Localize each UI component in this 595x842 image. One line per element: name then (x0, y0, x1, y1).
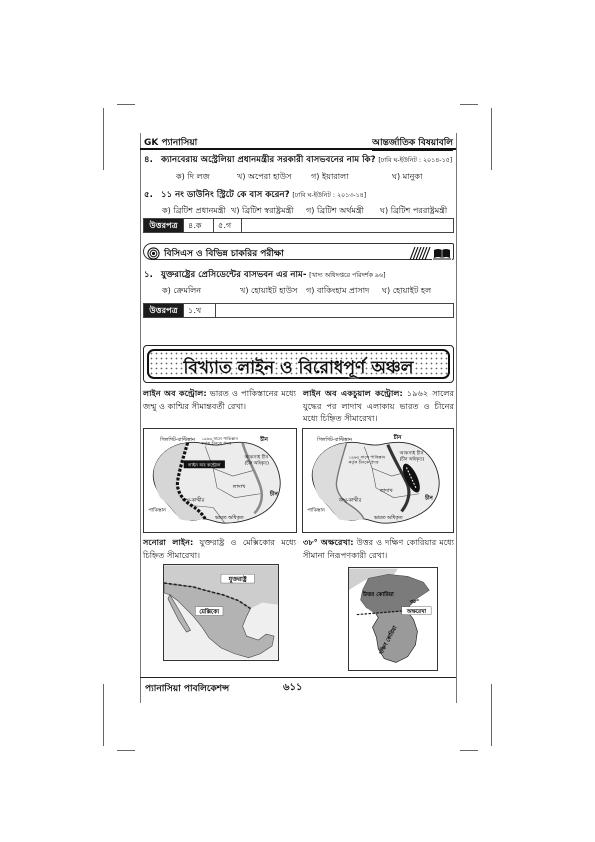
map-label-ceded: ১৯৬৩ সালে পাকিস্তান (201, 435, 238, 441)
book-icon (408, 245, 452, 264)
map-label-gilgit: গিলগিট-বাল্টিস্তান (160, 436, 195, 443)
option-c: গ) ব্রিটিশ অর্থমন্ত্রী (306, 205, 364, 215)
map-label-china: চীন (270, 491, 278, 498)
section-title: বিসিএস ও বিভিন্ন চাকরির পরীক্ষা (164, 249, 284, 259)
map-label-aksai-note: (চীন অধিকৃত) (244, 461, 269, 467)
term-name: ৩৮° অক্ষরেখা: (303, 537, 354, 547)
map-label-degree: ৩৮° (409, 598, 420, 605)
map-label-pakistan: পাকিস্তান (148, 507, 166, 514)
option-a: ক) ব্রিটিশ প্রধানমন্ত্রী (162, 205, 226, 215)
options-row (0, 171, 595, 183)
option-c: গ) বাকিংহাম প্রাসাদ (306, 285, 370, 295)
question-4 (144, 153, 454, 167)
answer-cell: ৫.গ (213, 218, 242, 233)
running-header-chapter: আন্তর্জাতিক বিষয়াবলি (372, 135, 453, 151)
map-label-gilgit: গিলগিট-বাল্টিস্তান (317, 436, 352, 443)
question-source: [খাদ্য অধিদপ্তরে পরিদর্শক ৯৬] (309, 272, 386, 279)
answer-cell-empty (215, 303, 454, 318)
answer-label: উত্তরপত্র (143, 218, 184, 233)
option-a: ক) ক্রেমলিন (162, 285, 202, 295)
term-name: সনোরা লাইন: (143, 537, 194, 547)
question-5 (144, 188, 454, 202)
map-label-pakistan: পাকিস্তান (307, 507, 325, 514)
lac-map (302, 428, 454, 533)
loc-description (143, 387, 296, 412)
option-d: ঘ) হোয়াইট হল (382, 285, 432, 295)
korea-map (348, 567, 438, 671)
question-1 (144, 268, 454, 282)
sonora-map (163, 564, 279, 661)
map-label-usa: যুক্তরাষ্ট্র (228, 577, 247, 584)
term-name: লাইন অব কন্ট্রোল: (143, 388, 207, 398)
term-name: লাইন অব একচুয়াল কন্ট্রোল: (303, 388, 403, 398)
map-label-aksai: আকসাই চীন (244, 455, 269, 461)
sonora-description (143, 536, 296, 561)
map-label-ceded: কর্তৃক চীনকে প্রদত্ত (348, 459, 379, 465)
running-header-book: GK প্যানাসিয়া (144, 138, 198, 148)
question-source: [ঢাবি ঘ-ইউনিট : ২০১৪-১৫] (378, 157, 453, 164)
map-label-parallel: অক্ষরেখা (406, 609, 427, 616)
options-row (0, 285, 595, 297)
answer-cell-empty (241, 218, 454, 233)
banner-dotted-panel (147, 349, 450, 379)
crop-mark (117, 750, 135, 751)
map-label-china: চীন (425, 495, 433, 502)
option-b: খ) অপেরা হাউস (237, 171, 292, 181)
question-text: ১১ নং ডাউনিং স্ট্রিটে কে বাস করেন? (161, 190, 290, 200)
crop-mark (103, 108, 104, 170)
header-rule (140, 148, 456, 150)
question-text: ক্যানবেরায় অস্ট্রেলিয়া প্রধানমন্ত্রীর সরকারী বাসভবনের নাম কি? (161, 155, 376, 165)
option-d: ঘ) ব্রিটিশ পররাষ্ট্রমন্ত্রী (380, 205, 448, 215)
option-a: ক) দি লজ (176, 171, 210, 181)
map-label-north-korea: উত্তর কোরিয়া (362, 592, 394, 599)
map-label-aksai-note: (চীন অধিকৃত) (399, 457, 425, 463)
term-definition: যুক্তরাষ্ট্র ও মেক্সিকোর মধ্যে চিহ্নিত সীমারেখা। (143, 537, 296, 560)
question-number: ৪. (144, 155, 153, 165)
map-label-ceded: কর্তৃক চীনকে প্রদত্ত (201, 440, 232, 446)
map-label-jammu-kashmir: জম্মু-কাশ্মীর (338, 497, 362, 504)
answer-cell: ৪.ক (183, 218, 214, 233)
parallel-38-description (303, 536, 454, 561)
option-b: খ) হোয়াইট হাউস (240, 285, 298, 295)
footer-rule (140, 677, 456, 678)
map-label-ladakh: লাদাখ (379, 487, 393, 494)
options-row (0, 205, 595, 217)
crop-mark (460, 104, 478, 105)
topic-banner (143, 345, 454, 383)
map-label-south-korea: দক্ষিণ কোরিয়া (378, 625, 399, 656)
term-definition: ১৯৬২ সালের যুদ্ধের পর লাদাখ এলাকায় ভারত ও চীনের মধ্যে চিহ্নিত সীমারেখা। (303, 388, 454, 423)
option-d: ঘ) মানুকা (392, 171, 423, 181)
section-header (143, 243, 454, 260)
map-label-jammu-kashmir: জম্মু-কাশ্মীর (181, 497, 205, 504)
map-label-china: চীন (393, 434, 402, 441)
term-definition: উত্তর ও দক্ষিণ কোরিয়ার মধ্যে সীমানা নিরূপণকারী রেখা। (303, 537, 454, 560)
map-label-india: ভারত অধিকৃত (215, 515, 244, 522)
question-text: যুক্তরাষ্ট্রের প্রেসিডেন্টের বাসভবন এর নাম- (161, 270, 307, 280)
map-label-india: ভারত অধিকৃত (374, 515, 403, 522)
map-label-aksai: আকসাই চীন (399, 451, 424, 457)
answer-label: উত্তরপত্র (143, 303, 184, 318)
crop-mark (103, 684, 104, 746)
publisher-name: প্যানাসিয়া পাবলিকেশন্স (145, 684, 230, 694)
map-label-china: চীন (260, 436, 268, 443)
crop-mark (491, 108, 492, 170)
crop-mark (460, 750, 478, 751)
map-label-line-tag: লাইন অব কন্ট্রোল (188, 463, 221, 469)
map-label-ladakh: লাদাখ (232, 483, 246, 490)
question-number: ৫. (144, 190, 153, 200)
map-label-mexico: মেক্সিকো (199, 609, 220, 616)
option-c: গ) ইয়ারালা (311, 171, 349, 181)
crop-mark (491, 684, 492, 746)
loc-map (143, 428, 297, 533)
question-number: ১. (144, 270, 153, 280)
page-number: ৬১১ (283, 682, 303, 693)
answer-cell: ১.খ (183, 303, 216, 318)
crop-mark (117, 104, 135, 105)
lac-description (303, 387, 454, 425)
question-source: [ঢাবি ঘ-ইউনিট : ২০১৩-১৪] (292, 192, 367, 199)
term-definition: ভারত ও পাকিস্তানের মধ্যে জম্মু ও কাশ্মির সীমান্তবর্তী রেখা। (143, 388, 296, 411)
map-label-ceded: ১৯৬৩ সালে পাকিস্তান (348, 454, 386, 460)
banner-title: বিখ্যাত লাইন ও বিরোধপূর্ণ অঞ্চল (183, 358, 414, 378)
target-icon (147, 245, 160, 264)
option-b: খ) ব্রিটিশ স্বরাষ্ট্রমন্ত্রী (231, 205, 294, 215)
